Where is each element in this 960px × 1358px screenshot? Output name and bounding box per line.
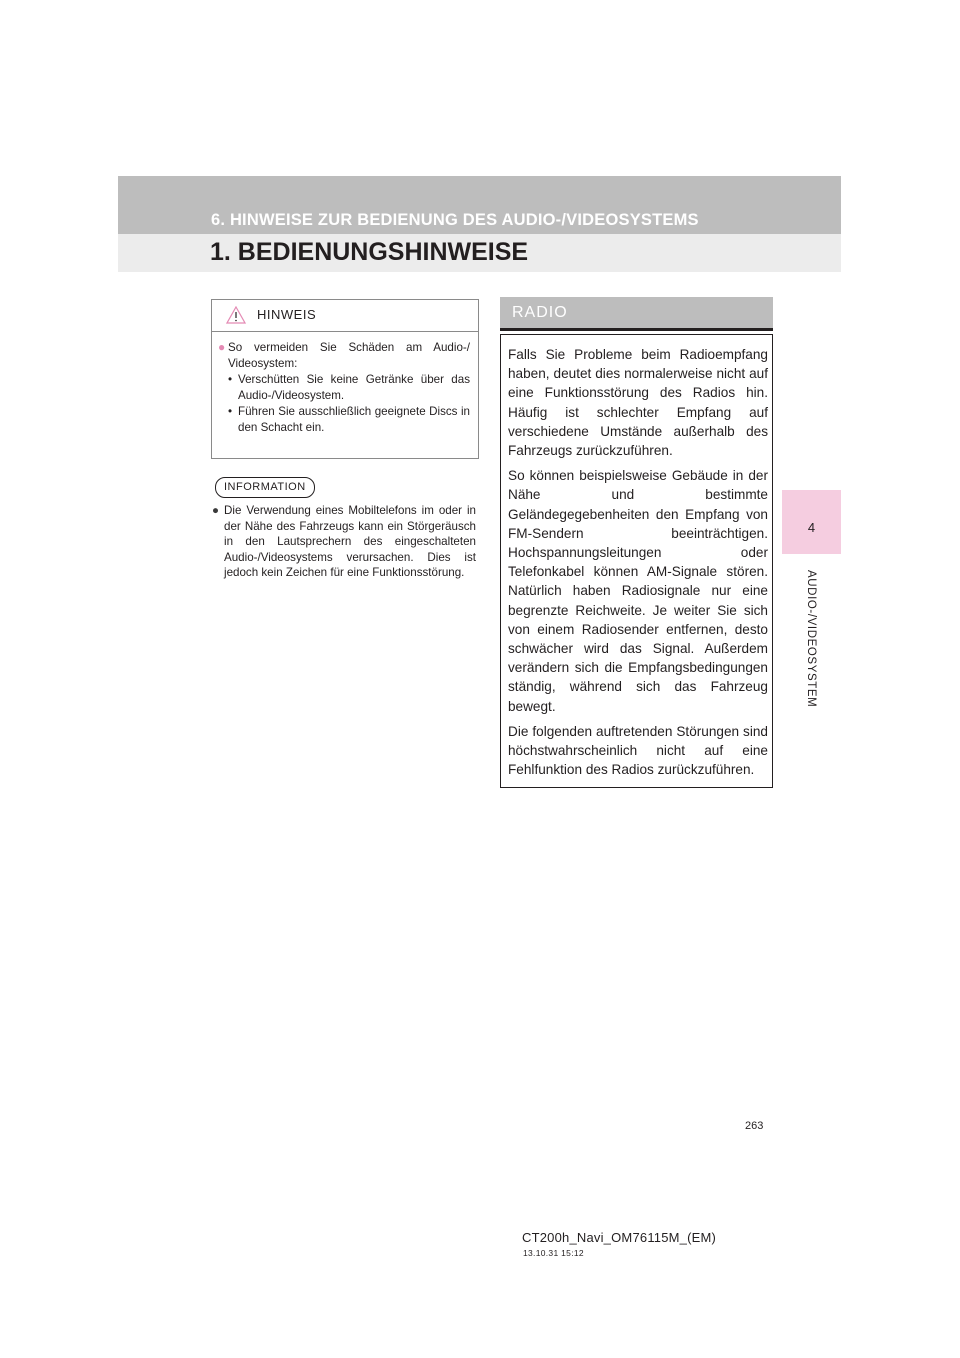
notice-item xyxy=(218,404,470,435)
sub-bullet-icon: • xyxy=(228,405,233,418)
sub-bullet-icon: • xyxy=(228,373,233,386)
notice-item xyxy=(218,372,470,403)
notice-box xyxy=(211,299,479,459)
radio-paragraph: Die folgenden auftretenden Störungen sind höchstwahrscheinlich nicht auf eine Fehlfunktion des Radios zurückzuführen. xyxy=(508,723,768,778)
notice-item-text: Führen Sie ausschließlich geeignete Discs in den Schacht ein. xyxy=(238,405,470,434)
information-badge: INFORMATION xyxy=(215,477,315,498)
radio-section-header xyxy=(500,297,773,331)
warning-triangle-icon xyxy=(226,306,246,324)
notice-bullet xyxy=(218,340,470,371)
bullet-dot-icon: ● xyxy=(218,340,226,354)
information-text: Die Verwendung eines Mobiltelefons im oder in der Nähe des Fahrzeugs kann ein Störgeräusch in den Lautsprechern des eingeschalteten Audio-/Videosystems verursachen. Dies ist jedoch kein Zeichen für eine Funktionsstörung. xyxy=(224,504,476,580)
page-title: 1. BEDIENUNGSHINWEISE xyxy=(210,238,529,266)
notice-title: HINWEIS xyxy=(257,307,317,322)
notice-bullet-text: So vermeiden Sie Schäden am Audio-/ Videosystem: xyxy=(228,341,470,370)
radio-title: RADIO xyxy=(512,304,568,321)
notice-body xyxy=(212,332,478,435)
radio-paragraph: Falls Sie Probleme beim Radioempfang haben, deutet dies normalerweise nicht auf eine Funktionsstörung des Radios hin. Häufig ist schlechter Empfang auf verschiedene Umstände außerhalb des Fahrzeugs zurückzuführen. xyxy=(508,347,768,459)
radio-paragraph: So können beispielsweise Gebäude in der Nähe und bestimmte Geländegegebenheiten den Empfang von FM-Sendern beeinträchtigen. Hochspannungsleitungen oder Telefonkabel können AM-Signale stören. Natürlich haben Radiosignale nur eine begrenzte Reichweite. Je weiter Sie sich von einem Radiosender entfernen, desto schwächer wird das Signal. Außerdem verändern sich die Empfangsbedingungen ständig, während sich das Fahrzeug bewegt. xyxy=(508,468,768,714)
bullet-dot-icon: ● xyxy=(212,504,220,517)
section-header: 6. HINWEISE ZUR BEDIENUNG DES AUDIO-/VIDEOSYSTEMS xyxy=(211,211,699,229)
radio-section-box xyxy=(500,334,773,788)
notice-header xyxy=(212,300,478,332)
notice-item-text: Verschütten Sie keine Getränke über das Audio-/Videosystem. xyxy=(238,373,470,402)
chapter-label: AUDIO-/VIDEOSYSTEM xyxy=(805,570,817,708)
document-timestamp: 13.10.31 15:12 xyxy=(523,1248,584,1258)
page-number: 263 xyxy=(745,1120,764,1132)
chapter-number: 4 xyxy=(807,520,816,535)
information-body xyxy=(212,503,476,581)
document-code: CT200h_Navi_OM76115M_(EM) xyxy=(522,1230,717,1245)
